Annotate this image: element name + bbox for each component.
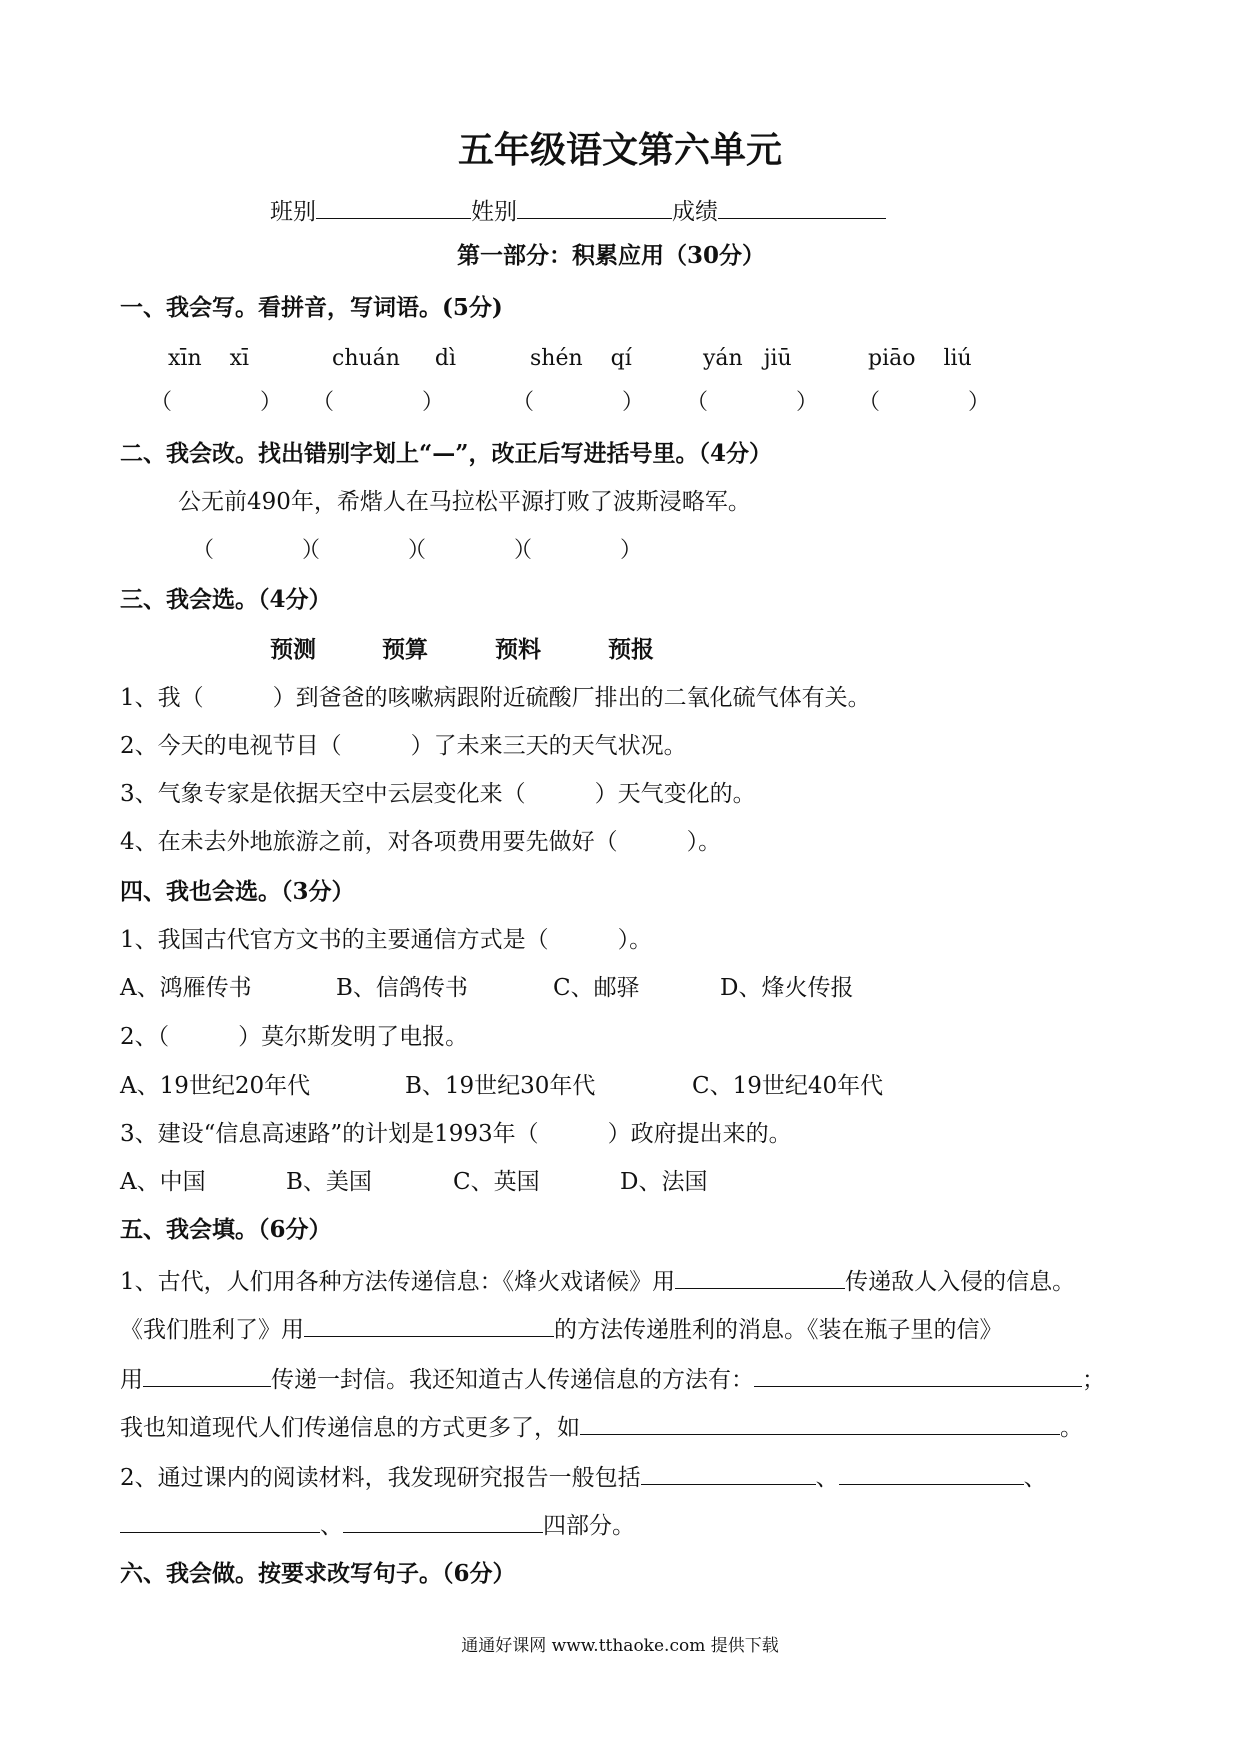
q3-item-2: 2、今天的电视节目（ ）了未来三天的天气状况。 [120, 733, 687, 759]
q3-item-1: 1、我（ ）到爸爸的咳嗽病跟附近硫酸厂排出的二氧化硫气体有关。 [120, 685, 871, 711]
q4-q3-option-d[interactable]: D、法国 [620, 1169, 708, 1195]
student-info-line [270, 194, 886, 228]
score-blank[interactable] [718, 194, 886, 219]
q3-option-4: 预报 [608, 636, 654, 663]
fill-blank-report-part-2[interactable] [839, 1460, 1024, 1485]
q4-q1-option-a[interactable]: A、鸿雁传书 [120, 975, 252, 1001]
q4-q2-option-b[interactable]: B、19世纪30年代 [405, 1073, 596, 1099]
pinyin-3: shén qí [530, 346, 632, 371]
correction-paren-3[interactable]: （ ） [404, 538, 537, 563]
answer-paren-3[interactable]: （ ） [512, 390, 645, 415]
fill-blank-beacon[interactable] [675, 1264, 845, 1289]
q4-q2-option-c[interactable]: C、19世纪40年代 [692, 1073, 884, 1099]
pinyin-4: yán jiū [703, 346, 792, 371]
q3-option-3: 预料 [495, 636, 541, 663]
class-blank[interactable] [316, 194, 471, 219]
q4-q2-option-a[interactable]: A、19世纪20年代 [120, 1073, 311, 1099]
q4-q1-option-d[interactable]: D、烽火传报 [720, 975, 854, 1001]
part1-title: 第一部分：积累应用（30分） [457, 242, 766, 269]
q4-question-2: 2、（ ）莫尔斯发明了电报。 [120, 1024, 469, 1050]
q5-line-3: 用 传递一封信。我还知道古人传递信息的方法有： ； [120, 1362, 1105, 1396]
answer-paren-2[interactable]: （ ） [312, 390, 445, 415]
q4-q3-option-b[interactable]: B、美国 [286, 1169, 372, 1195]
q5-line-6: 、 四部分。 [120, 1508, 635, 1542]
fill-blank-bottle[interactable] [143, 1362, 271, 1387]
pinyin-5: piāo liú [868, 346, 972, 371]
q3-item-4: 4、在未去外地旅游之前，对各项费用要先做好（ ）。 [120, 829, 722, 855]
answer-paren-5[interactable]: （ ） [858, 390, 991, 415]
q4-question-3: 3、建设“信息高速路”的计划是1993年（ ）政府提出来的。 [120, 1121, 792, 1147]
q5-line-1: 1、古代，人们用各种方法传递信息：《烽火戏诸候》用 传递敌人入侵的信息。 [120, 1264, 1075, 1298]
q4-title: 四、我也会选。（3分） [120, 878, 355, 905]
fill-blank-modern-methods[interactable] [580, 1410, 1060, 1435]
correction-paren-1[interactable]: （ ） [192, 538, 325, 563]
answer-paren-4[interactable]: （ ） [686, 390, 819, 415]
q4-q3-option-a[interactable]: A、中国 [120, 1169, 206, 1195]
q4-q1-option-c[interactable]: C、邮驿 [553, 975, 640, 1001]
q3-item-3: 3、气象专家是依据天空中云层变化来（ ）天气变化的。 [120, 781, 756, 807]
q5-line-2: 《我们胜利了》用 的方法传递胜利的消息。《装在瓶子里的信》 [120, 1312, 1003, 1346]
q5-line-5: 2、通过课内的阅读材料，我发现研究报告一般包括 、 、 [120, 1460, 1047, 1494]
page-footer: 通通好课网 www.tthaoke.com 提供下载 [461, 1636, 779, 1656]
q5-line-4: 我也知道现代人们传递信息的方式更多了，如 。 [120, 1410, 1083, 1444]
q3-option-2: 预算 [382, 636, 428, 663]
q2-title: 二、我会改。找出错别字划上“—”，改正后写进括号里。（4分） [120, 440, 772, 467]
q4-question-1: 1、我国古代官方文书的主要通信方式是（ ）。 [120, 927, 653, 953]
page-title: 五年级语文第六单元 [457, 129, 782, 171]
name-label: 姓别 [471, 199, 517, 225]
class-label: 班别 [270, 199, 316, 225]
pinyin-1: xīn xī [168, 346, 250, 371]
name-blank[interactable] [517, 194, 672, 219]
q1-title: 一、我会写。看拼音，写词语。(5分) [120, 294, 503, 321]
q6-title: 六、我会做。按要求改写句子。（6分） [120, 1560, 516, 1587]
q4-q1-option-b[interactable]: B、信鸽传书 [336, 975, 468, 1001]
q5-title: 五、我会填。（6分） [120, 1216, 332, 1243]
fill-blank-report-part-1[interactable] [641, 1460, 816, 1485]
fill-blank-report-part-3[interactable] [120, 1508, 320, 1533]
q3-option-1: 预测 [270, 636, 316, 663]
correction-paren-2[interactable]: （ ） [298, 538, 431, 563]
pinyin-2: chuán dì [332, 346, 457, 371]
q4-q3-option-c[interactable]: C、英国 [453, 1169, 540, 1195]
q2-sentence: 公无前490年，希煯人在马拉松平源打败了波斯浸略军。 [178, 489, 751, 515]
fill-blank-victory[interactable] [304, 1312, 554, 1337]
fill-blank-report-part-4[interactable] [343, 1508, 543, 1533]
q3-title: 三、我会选。（4分） [120, 586, 332, 613]
score-label: 成绩 [672, 199, 718, 225]
answer-paren-1[interactable]: （ ） [150, 390, 283, 415]
correction-paren-4[interactable]: （ ） [510, 538, 643, 563]
fill-blank-ancient-methods[interactable] [754, 1362, 1082, 1387]
